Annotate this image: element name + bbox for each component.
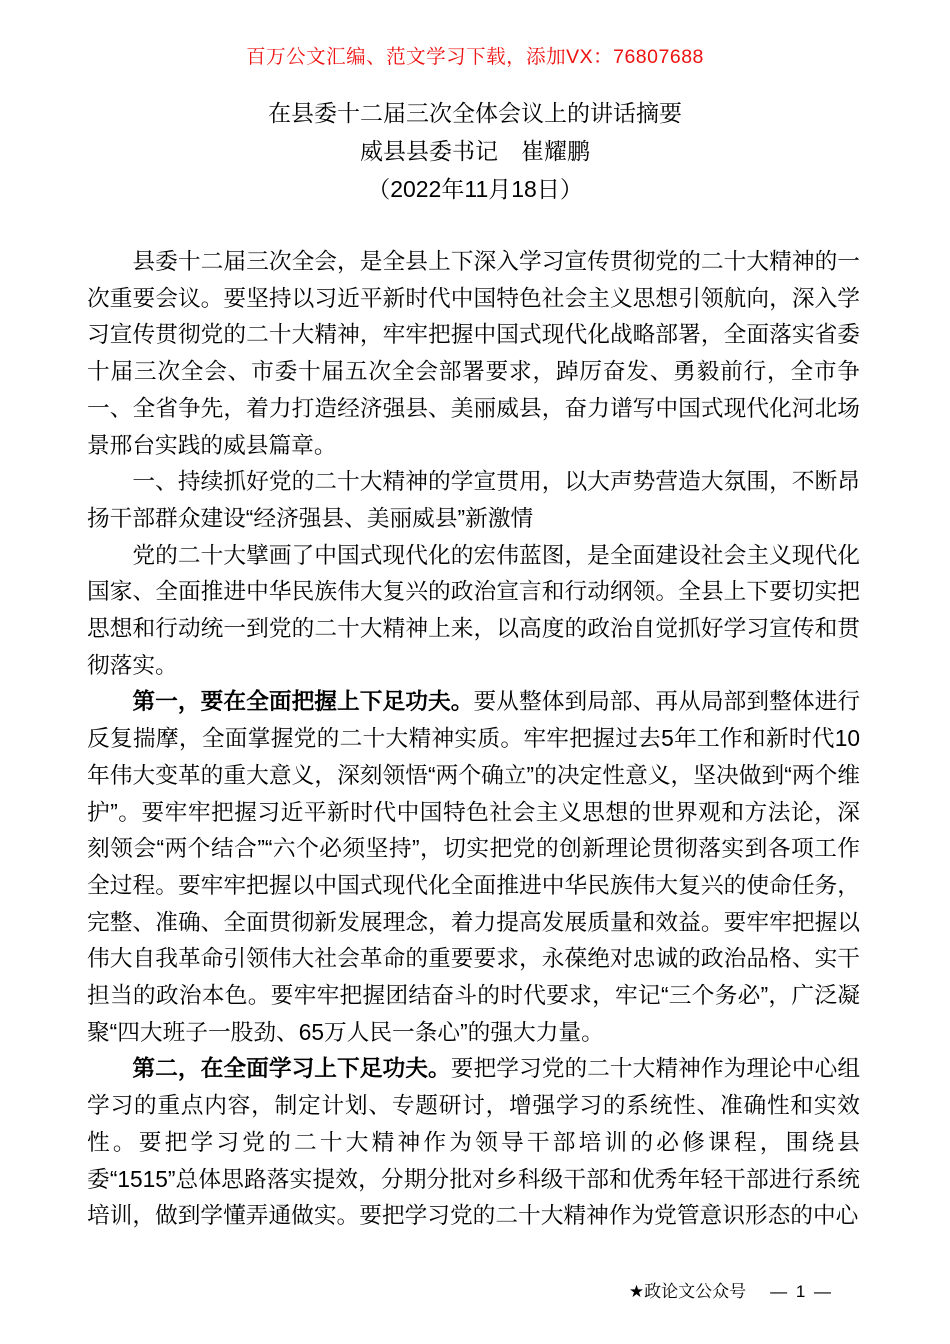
paragraph: 第二，在全面学习上下足功夫。要把学习党的二十大精神作为理论中心组学习的重点内容，制定计划、专题研讨，增强学习的系统性、准确性和实效性。要把学习党的二十大精神作为领导干部培训的必修课程，围绕县委“1515”总体思路落实提效，分期分批对乡科级干部和优秀年轻干部进行系统培训，做到学懂弄通做实。要把学习党的二十大精神作为党管意识形态的中心 <box>87 1055 861 1229</box>
page-footer <box>629 1280 833 1304</box>
document-body <box>87 243 860 1234</box>
document-header <box>0 94 950 208</box>
paragraph: 党的二十大擘画了中国式现代化的宏伟蓝图，是全面建设社会主义现代化国家、全面推进中华民族伟大复兴的政治宣言和行动纲领。全县上下要切实把思想和行动统一到党的二十大精神上来，以高度的政治自觉抓好学习宣传和贯彻落实。 <box>87 541 860 678</box>
paragraph-lead: 第二，在全面学习上下足功夫。 <box>132 1055 451 1082</box>
paragraph: 县委十二届三次全会，是全县上下深入学习宣传贯彻党的二十大精神的一次重要会议。要坚持以习近平新时代中国特色社会主义思想引领航向，深入学习宣传贯彻党的二十大精神，牢牢把握中国式现代化战略部署，全面落实省委十届三次全会、市委十届五次全会部署要求，踔厉奋发、勇毅前行，全市争一、全省争先，着力打造经济强县、美丽威县，奋力谱写中国式现代化河北场景邢台实践的威县篇章。 <box>87 248 860 458</box>
page-number: — 1 — <box>770 1282 833 1301</box>
footer-account-label: ★政论文公众号 <box>628 1282 747 1301</box>
document-date: （2022年11月18日） <box>367 176 583 202</box>
promo-banner: 百万公文汇编、范文学习下载，添加VX：76807688 <box>246 46 704 68</box>
document-title: 在县委十二届三次全体会议上的讲话摘要 <box>268 100 682 126</box>
document-author: 威县县委书记 崔耀鹏 <box>360 138 590 164</box>
paragraph: 第一，要在全面把握上下足功夫。要从整体到局部、再从局部到整体进行反复揣摩，全面掌握党的二十大精神实质。牢牢把握过去5年工作和新时代10年伟大变革的重大意义，深刻领悟“两个确立”的决定性意义，坚决做到“两个维护”。要牢牢把握习近平新时代中国特色社会主义思想的世界观和方法论，深刻领会“两个结合”“六个必须坚持”，切实把党的创新理论贯彻落实到各项工作全过程。要牢牢把握以中国式现代化全面推进中华民族伟大复兴的使命任务，完整、准确、全面贯彻新发展理念，着力提高发展质量和效益。要牢牢把握以伟大自我革命引领伟大社会革命的重要要求，永葆绝对忠诚的政治品格、实干担当的政治本色。要牢牢把握团结奋斗的时代要求，牢记“三个务必”，广泛凝聚“四大班子一股劲、65万人民一条心”的强大力量。 <box>87 688 861 1045</box>
section-heading: 一、持续抓好党的二十大精神的学宣贯用，以大声势营造大氛围，不断昂扬干部群众建设“经济强县、美丽威县”新激情 <box>87 468 860 531</box>
paragraph-lead: 第一，要在全面把握上下足功夫。 <box>132 688 474 715</box>
